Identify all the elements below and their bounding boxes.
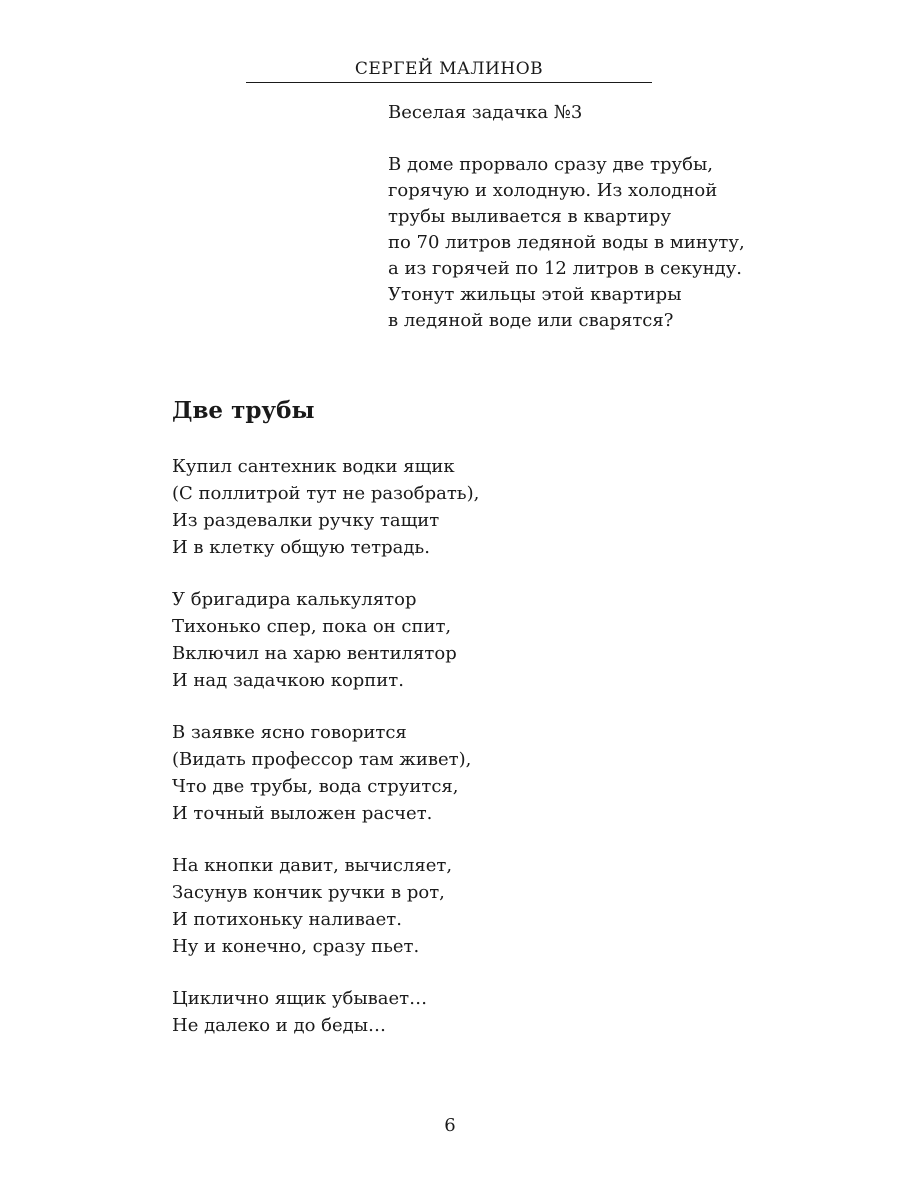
problem-title: Веселая задачка №3 bbox=[388, 102, 583, 123]
poem-line: Купил сантехник водки ящик bbox=[172, 456, 455, 477]
poem-line: Включил на харю вентилятор bbox=[172, 643, 457, 664]
problem-line: а из горячей по 12 литров в секунду. bbox=[388, 258, 743, 279]
running-head-author: СЕРГЕЙ МАЛИНОВ bbox=[354, 59, 544, 79]
header-rule bbox=[246, 82, 652, 83]
poem-line: И потихоньку наливает. bbox=[172, 909, 402, 930]
poem-stanza-4 bbox=[172, 852, 792, 960]
problem-block bbox=[388, 100, 858, 334]
problem-line: В доме прорвало сразу две трубы, bbox=[388, 154, 713, 175]
poem-line: Что две трубы, вода струится, bbox=[172, 776, 459, 797]
poem-line: И над задачкою корпит. bbox=[172, 670, 404, 691]
problem-line: Утонут жильцы этой квартиры bbox=[388, 284, 682, 305]
problem-line: трубы выливается в квартиру bbox=[388, 206, 672, 227]
poem-line: (Видать профессор там живет), bbox=[172, 749, 472, 770]
problem-body bbox=[388, 152, 858, 334]
poem-stanza-5 bbox=[172, 985, 792, 1039]
poem-line: Из раздевалки ручку тащит bbox=[172, 510, 440, 531]
poem-line: Циклично ящик убывает… bbox=[172, 988, 428, 1009]
problem-line: горячую и холодную. Из холодной bbox=[388, 180, 718, 201]
poem-line: Ну и конечно, сразу пьет. bbox=[172, 936, 420, 957]
problem-line: по 70 литров ледяной воды в минуту, bbox=[388, 232, 745, 253]
page-number: 6 bbox=[444, 1115, 456, 1136]
poem-line: У бригадира калькулятор bbox=[172, 589, 417, 610]
poem-line: В заявке ясно говорится bbox=[172, 722, 407, 743]
poem-stanza-2 bbox=[172, 586, 792, 694]
poem-stanza-3 bbox=[172, 719, 792, 827]
poem-body bbox=[172, 453, 792, 1064]
poem-title: Две трубы bbox=[172, 397, 315, 424]
poem-line: (С поллитрой тут не разобрать), bbox=[172, 483, 480, 504]
poem-line: Тихонько спер, пока он спит, bbox=[172, 616, 452, 637]
poem-line: Засунув кончик ручки в рот, bbox=[172, 882, 445, 903]
poem-stanza-1 bbox=[172, 453, 792, 561]
poem-line: И точный выложен расчет. bbox=[172, 803, 433, 824]
poem-line: И в клетку общую тетрадь. bbox=[172, 537, 430, 558]
poem-line: На кнопки давит, вычисляет, bbox=[172, 855, 453, 876]
problem-line: в ледяной воде или сварятся? bbox=[388, 310, 674, 331]
poem-line: Не далеко и до беды… bbox=[172, 1015, 387, 1036]
